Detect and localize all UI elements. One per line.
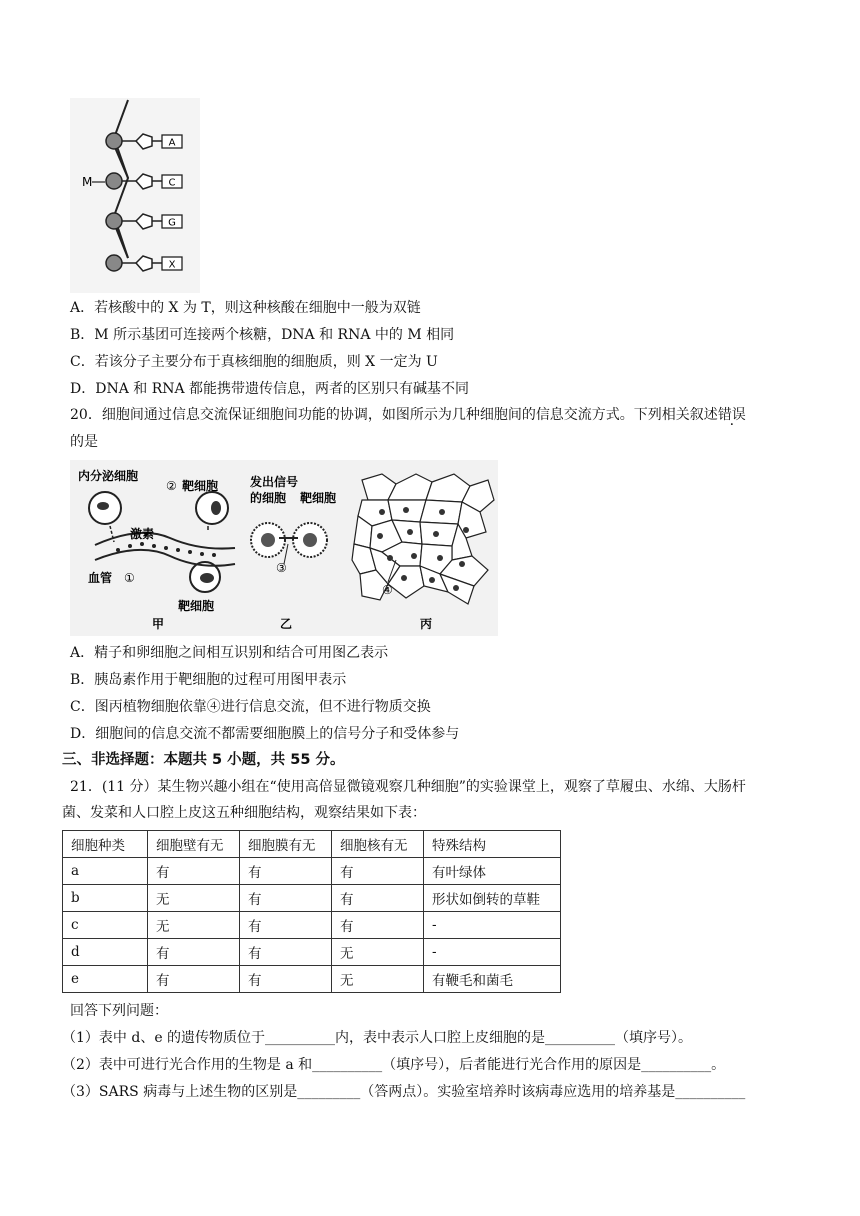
q19-option-b: B．M 所示基团可连接两个核糖，DNA 和 RNA 中的 M 相同 — [70, 327, 455, 343]
label-signal-cell-line2: 的细胞 — [250, 491, 287, 505]
table-header-cell: 细胞壁有无 — [148, 831, 240, 858]
table-row — [63, 912, 561, 939]
label-num4: ④ — [382, 583, 393, 597]
table-cell: 有 — [240, 885, 332, 912]
q20-stem-emphasis: 错误 — [717, 407, 746, 423]
q20-option-b: B．胰岛素作用于靶细胞的过程可用图甲表示 — [70, 672, 347, 688]
table-row — [63, 885, 561, 912]
section-3-title: 三、非选择题：本题共 5 小题，共 55 分。 — [62, 752, 345, 768]
q19-option-d: D．DNA 和 RNA 都能携带遗传信息，两者的区别只有碱基不同 — [70, 381, 470, 397]
table-cell: 有 — [332, 912, 424, 939]
phosphate-group-3 — [106, 213, 122, 229]
table-cell: 无 — [148, 912, 240, 939]
q20-option-d: D．细胞间的信息交流不都需要细胞膜上的信号分子和受体参与 — [70, 726, 460, 742]
q21-sub-1: （1）表中 d、e 的遗传物质位于__________内，表中表示人口腔上皮细胞的是__________（填序号）。 — [62, 1030, 693, 1046]
caption-jia: 甲 — [152, 617, 165, 631]
base-label-x: X — [168, 259, 176, 271]
table-cell: 有 — [148, 966, 240, 993]
table-cell: 有叶绿体 — [424, 858, 561, 885]
q20-option-a: A．精子和卵细胞之间相互识别和结合可用图乙表示 — [70, 645, 389, 661]
label-num1: ① — [124, 571, 135, 585]
phosphate-group-4 — [106, 255, 122, 271]
table-cell: b — [63, 885, 148, 912]
q21-stem-line2: 菌、发菜和人口腔上皮这五种细胞结构，观察结果如下表： — [62, 805, 426, 821]
base-label-a: A — [168, 137, 176, 149]
table-cell: 无 — [148, 885, 240, 912]
table-cell: 有 — [148, 858, 240, 885]
table-cell: 无 — [332, 939, 424, 966]
nucleotide-chain-figure — [70, 98, 200, 293]
table-cell: 有 — [240, 858, 332, 885]
table-cell: 有 — [240, 966, 332, 993]
base-label-g: G — [168, 217, 176, 229]
q20-stem-line2: 的是 — [70, 434, 98, 450]
table-cell: 有鞭毛和菌毛 — [424, 966, 561, 993]
label-signal-cell-line1: 发出信号 — [250, 475, 299, 489]
q19-option-a: A．若核酸中的 X 为 T，则这种核酸在细胞中一般为双链 — [70, 300, 421, 316]
table-header-cell: 特殊结构 — [424, 831, 561, 858]
label-target-cell-yi: 靶细胞 — [300, 491, 337, 505]
table-cell: 有 — [240, 912, 332, 939]
q20-stem-line1 — [70, 405, 746, 425]
table-cell: 有 — [332, 858, 424, 885]
table-header-cell: 细胞种类 — [63, 831, 148, 858]
label-num2: ② — [166, 479, 177, 493]
label-target-cell-top: 靶细胞 — [182, 479, 219, 493]
label-target-cell-bottom: 靶细胞 — [178, 599, 215, 613]
table-row — [63, 858, 561, 885]
label-num3: ③ — [276, 561, 287, 575]
label-vessel: 血管 — [88, 571, 113, 585]
table-header-cell: 细胞膜有无 — [240, 831, 332, 858]
caption-bing: 丙 — [420, 617, 433, 631]
table-cell: a — [63, 858, 148, 885]
table-row — [63, 939, 561, 966]
phosphate-group-2 — [106, 173, 122, 189]
table-row — [63, 966, 561, 993]
table-cell: 有 — [148, 939, 240, 966]
q21-sub-3: （3）SARS 病毒与上述生物的区别是_________（答两点）。实验室培养时该病毒应选用的培养基是__________ — [62, 1084, 746, 1100]
table-cell: e — [63, 966, 148, 993]
q21-stem-line1: 21．(11 分）某生物兴趣小组在“使用高倍显微镜观察几种细胞”的实验课堂上，观察了草履虫、水绵、大肠杆 — [70, 779, 746, 795]
table-cell: 无 — [332, 966, 424, 993]
table-cell: 有 — [332, 885, 424, 912]
table-header-row — [63, 831, 561, 858]
table-cell: d — [63, 939, 148, 966]
table-cell: - — [424, 939, 561, 966]
phosphate-group-1 — [106, 133, 122, 149]
q20-option-c: C．图丙植物细胞依靠④进行信息交流，但不进行物质交换 — [70, 699, 431, 715]
label-endocrine-cell: 内分泌细胞 — [78, 469, 139, 483]
table-header-cell: 细胞核有无 — [332, 831, 424, 858]
table-cell: 形状如倒转的草鞋 — [424, 885, 561, 912]
q21-answer-intro: 回答下列问题： — [70, 1003, 168, 1019]
q20-stem-text: 20．细胞间通过信息交流保证细胞间功能的协调，如图所示为几种细胞间的信息交流方式。下列相关叙述 — [70, 407, 718, 423]
q19-option-c: C．若该分子主要分布于真核细胞的细胞质，则 X 一定为 U — [70, 354, 438, 370]
label-m: M — [82, 175, 93, 189]
table-cell: - — [424, 912, 561, 939]
label-hormone: 激素 — [130, 527, 155, 541]
cell-comparison-table — [62, 830, 561, 993]
table-cell: c — [63, 912, 148, 939]
base-label-c: C — [168, 177, 176, 189]
table-cell: 有 — [240, 939, 332, 966]
caption-yi: 乙 — [280, 617, 293, 631]
q21-sub-2: （2）表中可进行光合作用的生物是 a 和__________（填序号），后者能进行光合作用的原因是__________。 — [62, 1057, 726, 1073]
cell-signaling-figure — [70, 460, 498, 636]
